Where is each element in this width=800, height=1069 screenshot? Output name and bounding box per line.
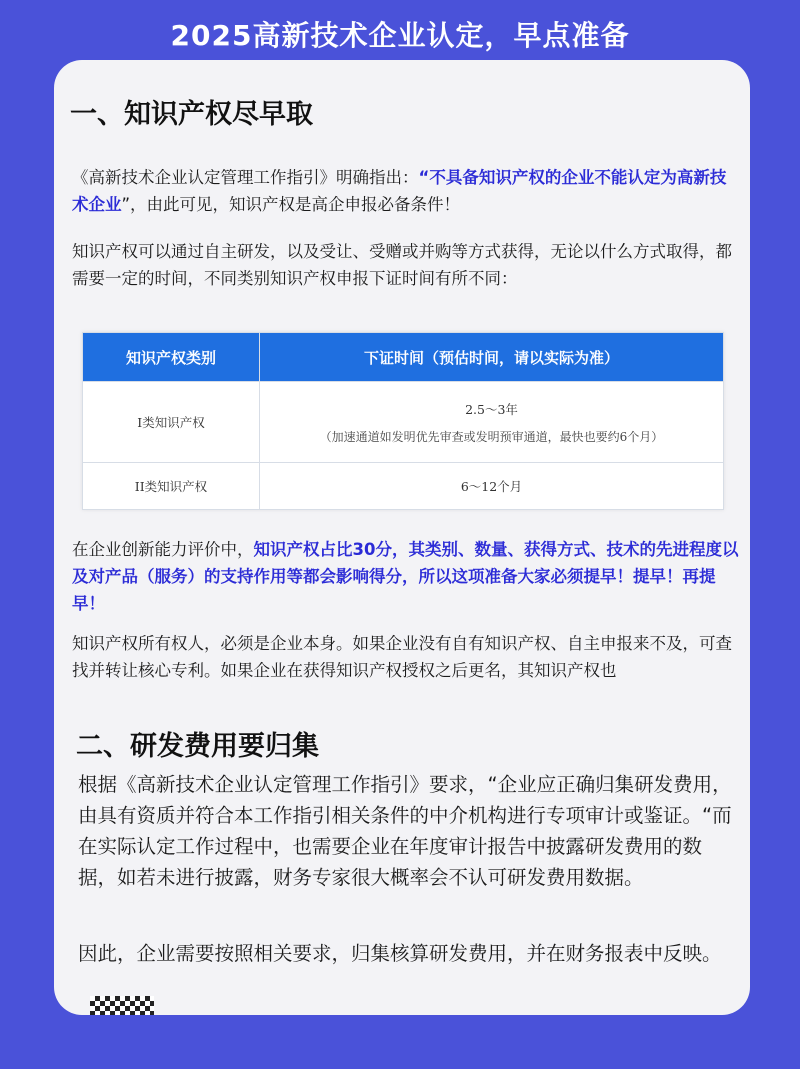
time-note: （加速通道如发明优先审查或发明预审通道，最快也要约6个月） bbox=[319, 429, 664, 444]
time-value: 2.5～3年 bbox=[465, 401, 518, 417]
table-header-time: 下证时间（预估时间，请以实际为准） bbox=[260, 333, 724, 382]
content-card bbox=[54, 60, 750, 1015]
p3-pre: 在企业创新能力评价中， bbox=[72, 540, 254, 559]
section1-paragraph-4: 知识产权所有权人，必须是企业本身。如果企业没有自有知识产权、自主申报来不及，可查找并转让核心专利。如果企业在获得知识产权授权之后更名，其知识产权也 bbox=[72, 634, 732, 680]
p1-post: ”，由此可见，知识产权是高企申报必备条件！ bbox=[121, 195, 461, 214]
p3-highlight: 知识产权占比30分，其类别、数量、获得方式、技术的先进程度以及对产品（服务）的支持作用等都会影响得分，所以这项准备大家必须提早！提早！再提早！ bbox=[72, 540, 739, 613]
section1-paragraph-1 bbox=[72, 164, 740, 218]
table-cell-category: II类知识产权 bbox=[83, 463, 260, 510]
section1-paragraph-2: 知识产权可以通过自主研发，以及受让、受赠或并购等方式获得，无论以什么方式取得，都需要一定的时间，不同类别知识产权申报下证时间有所不同： bbox=[72, 242, 732, 288]
checker-decoration bbox=[90, 996, 154, 1015]
section1-paragraph-3 bbox=[72, 536, 740, 617]
section2-paragraph-1: 根据《高新技术企业认定管理工作指引》要求，“企业应正确归集研发费用，由具有资质并符合本工作指引相关条件的中介机构进行专项审计或鉴证。“而在实际认定工作过程中，也需要企业在年度审计报告中披露研发费用的数据，如若未进行披露，财务专家很大概率会不认可研发费用数据。 bbox=[78, 773, 732, 889]
section2-paragraph-2: 因此，企业需要按照相关要求，归集核算研发费用，并在财务报表中反映。 bbox=[78, 942, 722, 965]
p1-pre: 《高新技术企业认定管理工作指引》明确指出： bbox=[72, 168, 419, 187]
table-row bbox=[83, 382, 724, 463]
table-cell-time bbox=[260, 382, 724, 463]
section1-heading: 一、知识产权尽早取 bbox=[70, 99, 313, 130]
section2-heading: 二、研发费用要归集 bbox=[76, 731, 319, 762]
table-cell-time: 6～12个月 bbox=[260, 463, 724, 510]
table-header-category: 知识产权类别 bbox=[83, 333, 260, 382]
banner-title: 2025高新技术企业认定，早点准备 bbox=[170, 19, 630, 52]
table-row bbox=[83, 463, 724, 510]
ip-table bbox=[82, 332, 724, 510]
table-cell-category: I类知识产权 bbox=[83, 382, 260, 463]
p1-highlight: “不具备知识产权的企业不能认定为高新技术企业 bbox=[72, 168, 727, 214]
